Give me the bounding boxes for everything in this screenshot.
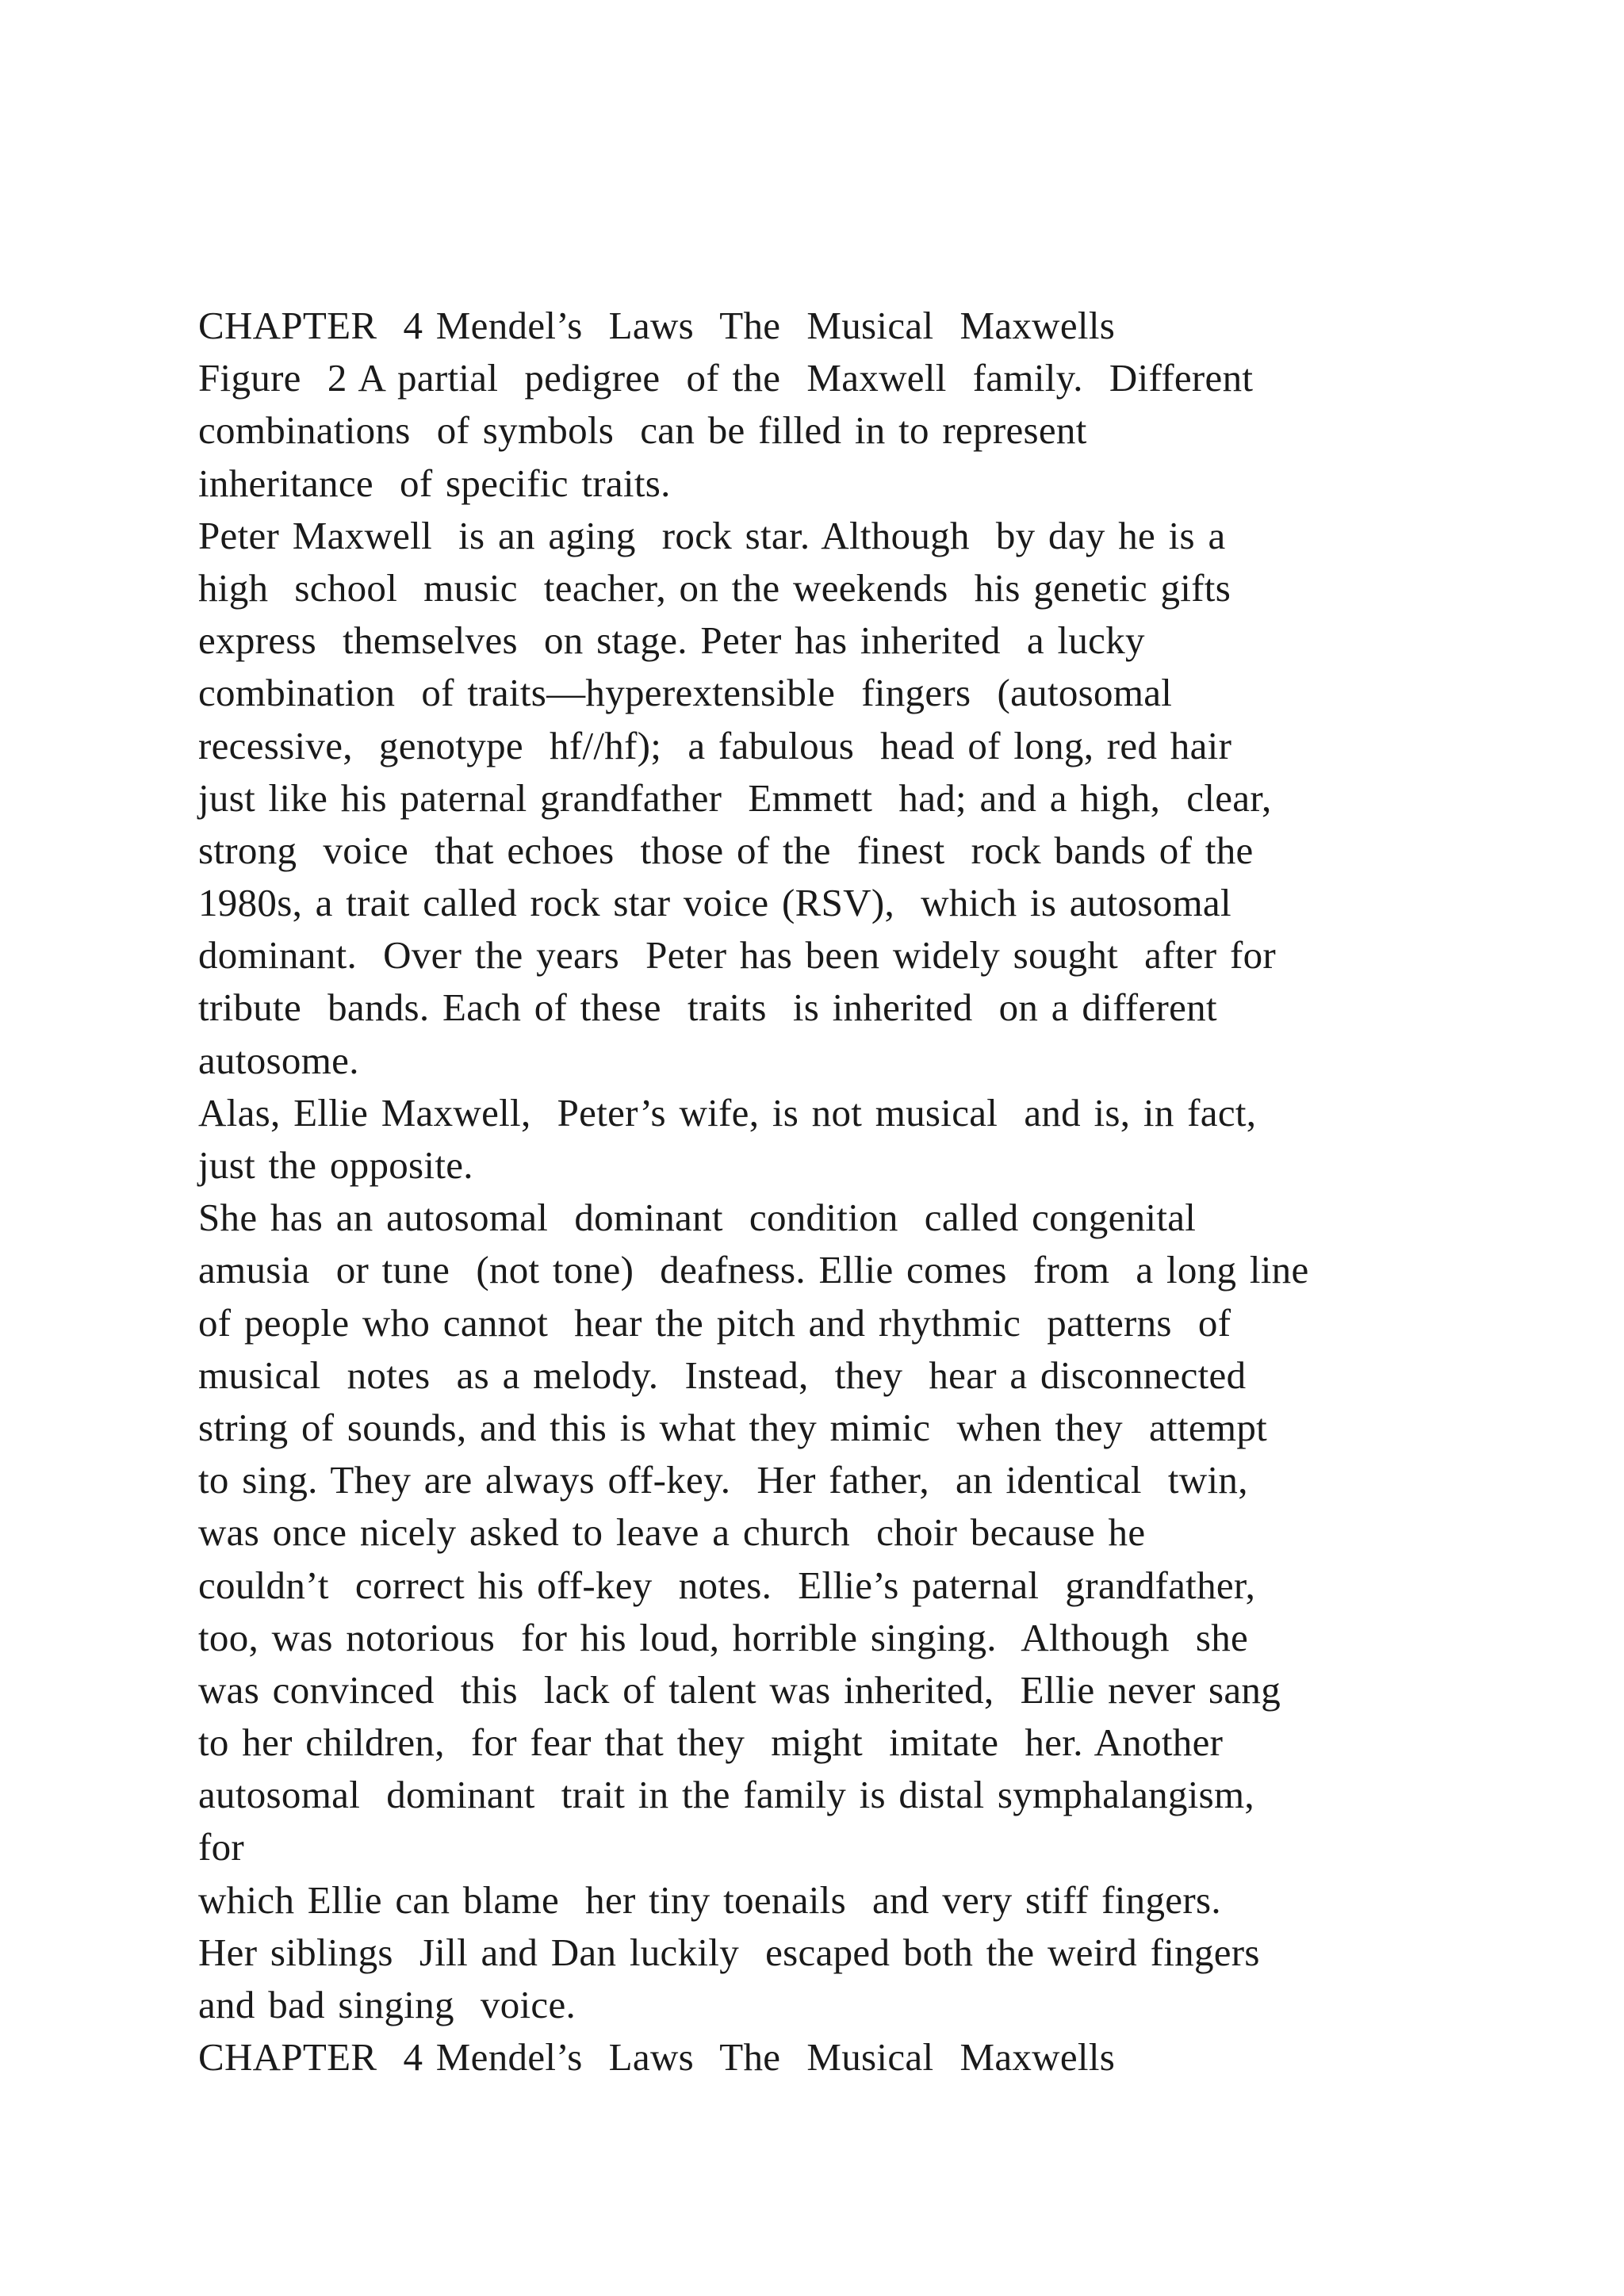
text-line: Her siblings Jill and Dan luckily escaped both the weird fingers bbox=[198, 1930, 1260, 1974]
text-line: of people who cannot hear the pitch and rhythmic patterns of bbox=[198, 1300, 1231, 1345]
text-line: autosomal dominant trait in the family is distal symphalangism, bbox=[198, 1773, 1254, 1817]
text-line: Alas, Ellie Maxwell, Peter’s wife, is not musical and is, in fact, bbox=[198, 1090, 1257, 1135]
text-line: for bbox=[198, 1825, 245, 1869]
text-line: Peter Maxwell is an aging rock star. Although by day he is a bbox=[198, 513, 1226, 557]
text-line: which Ellie can blame her tiny toenails and very stiff fingers. bbox=[198, 1877, 1221, 1922]
text-line: musical notes as a melody. Instead, they hear a disconnected bbox=[198, 1353, 1247, 1397]
text-line: inheritance of specific traits. bbox=[198, 461, 671, 505]
text-line: autosome. bbox=[198, 1038, 359, 1082]
text-line: couldn’t correct his off-key notes. Ellie’s paternal grandfather, bbox=[198, 1563, 1256, 1607]
text-line: tribute bands. Each of these traits is inherited on a different bbox=[198, 985, 1217, 1030]
text-line: was once nicely asked to leave a church choir because he bbox=[198, 1510, 1146, 1555]
document-body bbox=[198, 300, 1546, 2084]
text-line: 1980s, a trait called rock star voice (RSV), which is autosomal bbox=[198, 881, 1231, 925]
text-line: combination of traits—hyperextensible fingers (autosomal bbox=[198, 671, 1173, 715]
text-line: high school music teacher, on the weekends his genetic gifts bbox=[198, 565, 1231, 610]
text-line: CHAPTER 4 Mendel’s Laws The Musical Maxwells bbox=[198, 2035, 1116, 2080]
text-line: recessive, genotype hf//hf); a fabulous head of long, red hair bbox=[198, 723, 1232, 767]
text-line: amusia or tune (not tone) deafness. Ellie comes from a long line bbox=[198, 1248, 1309, 1292]
text-line: CHAPTER 4 Mendel’s Laws The Musical Maxwells bbox=[198, 304, 1116, 347]
text-line: combinations of symbols can be filled in to represent bbox=[198, 408, 1087, 453]
text-line: too, was notorious for his loud, horrible singing. Although she bbox=[198, 1615, 1249, 1659]
text-line: to sing. They are always off-key. Her father, an identical twin, bbox=[198, 1458, 1248, 1502]
text-line: Figure 2 A partial pedigree of the Maxwell family. Different bbox=[198, 356, 1254, 400]
text-line: and bad singing voice. bbox=[198, 1983, 576, 2026]
text-line: She has an autosomal dominant condition called congenital bbox=[198, 1196, 1197, 1240]
text-line: strong voice that echoes those of the finest rock bands of the bbox=[198, 828, 1254, 872]
text-line: was convinced this lack of talent was inherited, Ellie never sang bbox=[198, 1667, 1281, 1712]
text-line: string of sounds, and this is what they mimic when they attempt bbox=[198, 1405, 1268, 1449]
text-line: to her children, for fear that they might imitate her. Another bbox=[198, 1720, 1224, 1765]
text-line: just the opposite. bbox=[198, 1143, 473, 1187]
text-line: dominant. Over the years Peter has been widely sought after for bbox=[198, 933, 1277, 978]
text-line: just like his paternal grandfather Emmett had; and a high, clear, bbox=[198, 775, 1272, 820]
text-line: express themselves on stage. Peter has inherited a lucky bbox=[198, 618, 1145, 663]
